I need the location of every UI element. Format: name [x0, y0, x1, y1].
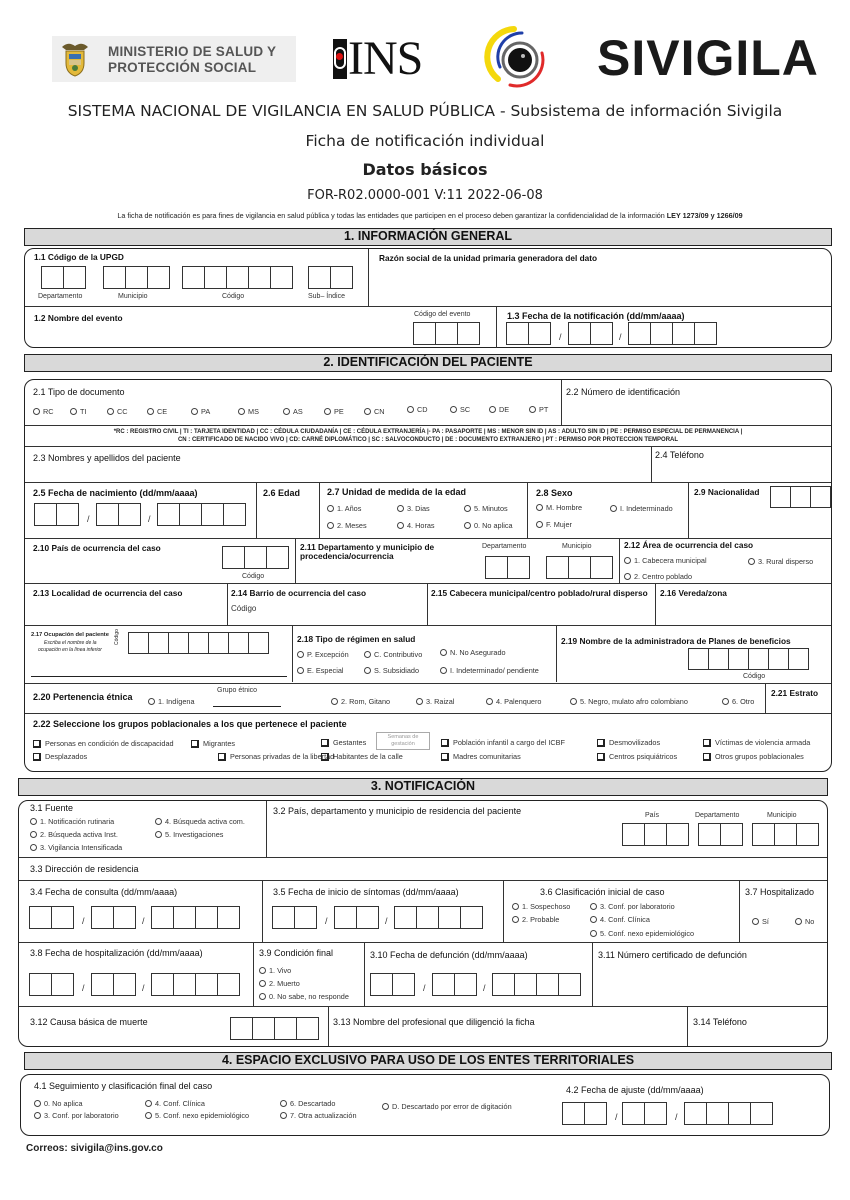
fecha-ajuste-dd[interactable] — [562, 1102, 607, 1125]
etnia-rom[interactable]: 2. Rom, Gitano — [331, 697, 390, 706]
fecha-notificacion-mm[interactable] — [568, 322, 613, 345]
certificado-label: 3.11 Número certificado de defunción — [598, 950, 747, 960]
sexo-indeterminado[interactable]: I. Indeterminado — [610, 504, 673, 513]
residencia-mpio-label: Municipio — [767, 812, 797, 819]
fecha-consulta-dd[interactable] — [29, 906, 74, 929]
fecha-hosp-mm[interactable] — [91, 973, 136, 996]
fecha-sintomas-dd[interactable] — [272, 906, 317, 929]
etnia-raizal[interactable]: 3. Raizal — [416, 697, 454, 706]
clasif-clinica[interactable]: 4. Conf. Clínica — [590, 915, 650, 924]
grupo-privadas-libertad[interactable]: Personas privadas de la libertad — [218, 752, 334, 761]
fecha-hosp-label: 3.8 Fecha de hospitalización (dd/mm/aaaa) — [30, 948, 203, 958]
unidad-anos[interactable]: 1. Años — [327, 504, 361, 513]
fecha-defuncion-dd[interactable] — [370, 973, 415, 996]
tipo-doc-ms[interactable]: MS — [238, 407, 259, 416]
nacionalidad-cells[interactable] — [770, 486, 831, 508]
etnia-indigena[interactable]: 1. Indígena — [148, 697, 195, 706]
ocupacion-cells[interactable] — [128, 632, 269, 654]
fuente-investigaciones[interactable]: 5. Investigaciones — [155, 830, 223, 839]
telefono-field[interactable] — [655, 463, 825, 479]
fuente-busqueda-inst[interactable]: 2. Búsqueda activa Inst. — [30, 830, 118, 839]
date-slash: / — [82, 916, 85, 926]
mpio-label: Municipio — [562, 543, 592, 550]
edad-field[interactable] — [262, 502, 316, 534]
residencia-mpio-cells[interactable] — [752, 823, 819, 846]
residencia-depto-label: Departamento — [695, 812, 740, 819]
fecha-consulta-label: 3.4 Fecha de consulta (dd/mm/aaaa) — [30, 887, 178, 897]
ins-bar-icon — [333, 39, 347, 79]
nombres-label: 2.3 Nombres y apellidos del paciente — [33, 453, 181, 463]
upgd-subindice-cells[interactable] — [308, 266, 353, 289]
fecha-nac-label: 2.5 Fecha de nacimiento (dd/mm/aaaa) — [33, 488, 198, 498]
grupo-desmovilizados[interactable]: Desmovilizados — [597, 738, 660, 747]
area-rural[interactable]: 3. Rural disperso — [748, 557, 813, 566]
estrato-field[interactable] — [770, 700, 826, 712]
hospitalizado-si[interactable]: Sí — [752, 917, 769, 926]
regimen-excepcion[interactable]: P. Excepción — [297, 650, 349, 659]
fecha-sintomas-label: 3.5 Fecha de inicio de síntomas (dd/mm/aaaa) — [273, 887, 459, 897]
tipo-doc-as[interactable]: AS — [283, 407, 303, 416]
fecha-notificacion-dd[interactable] — [506, 322, 551, 345]
form-title: Ficha de notificación individual — [305, 132, 545, 150]
fecha-ajuste-aaaa[interactable] — [684, 1102, 773, 1125]
regimen-subsidiado[interactable]: S. Subsidiado — [364, 666, 419, 675]
semanas-gestacion-field[interactable]: Semanas de gestación — [376, 732, 430, 750]
grupo-migrantes[interactable]: Migrantes — [191, 739, 235, 748]
fecha-consulta-mm[interactable] — [91, 906, 136, 929]
fecha-sintomas-aaaa[interactable] — [394, 906, 483, 929]
disclaimer — [26, 211, 834, 220]
ministry-line-2: PROTECCIÓN SOCIAL — [108, 60, 257, 75]
grupo-centros-psiquiatricos[interactable]: Centros psiquiátricos — [597, 752, 677, 761]
clasificacion-label: 3.6 Clasificación inicial de caso — [540, 887, 665, 897]
form-code: FOR-R02.0000-001 V:11 2022-06-08 — [307, 188, 543, 203]
fecha-sintomas-mm[interactable] — [334, 906, 379, 929]
estrato-label: 2.21 Estrato — [771, 688, 819, 698]
section-4-header: 4. ESPACIO EXCLUSIVO PARA USO DE LOS ENTES TERRITORIALES — [24, 1052, 832, 1070]
unidad-edad-label: 2.7 Unidad de medida de la edad — [327, 487, 467, 497]
causa-cells[interactable] — [230, 1017, 319, 1040]
edad-label: 2.6 Edad — [263, 488, 301, 498]
tipo-doc-pa[interactable]: PA — [191, 407, 210, 416]
regimen-no-asegurado[interactable]: N. No Asegurado — [440, 648, 506, 657]
grupo-desplazados[interactable]: Desplazados — [33, 752, 87, 761]
seg-descartado[interactable]: 6. Descartado — [280, 1099, 335, 1108]
unidad-dias[interactable]: 3. Dias — [397, 504, 430, 513]
seg-conf-nexo[interactable]: 5. Conf. nexo epidemiológico — [145, 1111, 249, 1120]
grupos-label: 2.22 Seleccione los grupos poblacionales a los que pertenece el paciente — [33, 719, 347, 729]
fecha-defuncion-label: 3.10 Fecha de defunción (dd/mm/aaaa) — [370, 950, 528, 960]
ins-logo-text: INS — [348, 32, 423, 85]
evento-field[interactable] — [34, 326, 404, 344]
tipo-doc-de[interactable]: DE — [489, 405, 509, 414]
date-slash: / — [142, 916, 145, 926]
unidad-meses[interactable]: 2. Meses — [327, 521, 367, 530]
pais-ocurrencia-cells[interactable] — [222, 546, 289, 569]
fecha-nac-aaaa[interactable] — [157, 503, 246, 526]
ministry-line-1: MINISTERIO DE SALUD Y — [108, 44, 277, 59]
condicion-muerto[interactable]: 2. Muerto — [259, 979, 300, 988]
evento-label: 1.2 Nombre del evento — [34, 313, 123, 323]
sivigila-logo-text: SIVIGILA — [597, 30, 819, 86]
telefono-profesional-field[interactable] — [693, 1030, 823, 1044]
certificado-field[interactable] — [598, 965, 823, 1001]
fuente-rutinaria[interactable]: 1. Notificación rutinaria — [30, 817, 114, 826]
grupo-icbf[interactable]: Población infantil a cargo del ICBF — [441, 738, 565, 747]
condicion-vivo[interactable]: 1. Vivo — [259, 966, 291, 975]
barrio-codigo-label: Código — [231, 604, 257, 613]
localidad-field[interactable] — [33, 600, 223, 622]
causa-label: 3.12 Causa básica de muerte — [30, 1017, 148, 1027]
hospitalizado-label: 3.7 Hospitalizado — [745, 887, 815, 897]
upgd-codigo-cells[interactable] — [182, 266, 293, 289]
upgd-municipio-label: Municipio — [118, 293, 148, 300]
upgd-departamento-label: Departamento — [38, 293, 83, 300]
disclaimer-law: LEY 1273/09 y 1266/09 — [666, 211, 743, 220]
pais-ocurrencia-label: 2.10 País de ocurrencia del caso — [33, 543, 161, 553]
eapb-label: 2.19 Nombre de la administradora de Planes de beneficios — [561, 636, 791, 646]
tipo-doc-ti[interactable]: TI — [70, 407, 87, 416]
section-1-header: 1. INFORMACIÓN GENERAL — [24, 228, 832, 246]
residencia-pais-cells[interactable] — [622, 823, 689, 846]
seguimiento-label: 4.1 Seguimiento y clasificación final del caso — [34, 1081, 213, 1091]
footer-correos: Correos: sivigila@ins.gov.co — [26, 1143, 163, 1154]
ocupacion-label: 2.17 Ocupación del paciente — [31, 632, 109, 638]
razon-social-field[interactable] — [372, 266, 827, 302]
tipo-doc-ce[interactable]: CE — [147, 407, 167, 416]
mpio-cells[interactable] — [546, 556, 613, 579]
seg-no-aplica[interactable]: 0. No aplica — [34, 1099, 83, 1108]
fuente-intensificada[interactable]: 3. Vigilancia Intensificada — [30, 843, 122, 852]
tipo-doc-pt[interactable]: PT — [529, 405, 548, 414]
direccion-field[interactable] — [30, 876, 820, 879]
grupo-habitantes-calle[interactable]: Habitantes de la calle — [321, 752, 403, 761]
clasif-sospechoso[interactable]: 1. Sospechoso — [512, 902, 570, 911]
date-slash: / — [148, 514, 151, 524]
grupo-discapacidad[interactable]: Personas en condición de discapacidad — [33, 739, 174, 748]
doc-legend-1: *RC : REGISTRO CIVIL | TI : TARJETA IDENTIDAD | CC : CÉDULA CIUDADANÍA | CE : CÉDULA EXTRANJERÍA |- PA : PASAPORTE | MS : MENOR SIN ID | AS : ADULTO SIN ID | PE : PERMISO ESPECIAL DE PERMANENCIA | — [113, 429, 743, 435]
tipo-doc-cn[interactable]: CN — [364, 407, 385, 416]
sexo-mujer[interactable]: F. Mujer — [536, 520, 572, 529]
clasif-laboratorio[interactable]: 3. Conf. por laboratorio — [590, 902, 675, 911]
grupo-gestantes[interactable]: Gestantes — [321, 738, 366, 747]
sexo-hombre[interactable]: M. Hombre — [536, 503, 582, 512]
cabecera-field[interactable] — [431, 600, 651, 622]
tipo-doc-label: 2.1 Tipo de documento — [33, 387, 125, 397]
eapb-cells[interactable] — [688, 648, 809, 670]
fecha-nac-mm[interactable] — [96, 503, 141, 526]
ocupacion-hint-2: ocupación en la línea inferior — [38, 647, 102, 653]
telefono-profesional-label: 3.14 Teléfono — [693, 1017, 747, 1027]
date-slash: / — [619, 332, 622, 342]
depto-cells[interactable] — [485, 556, 530, 579]
doc-legend-2: CN : CERTIFICADO DE NACIDO VIVO | CD: CARNÉ DIPLOMÁTICO | SC : SALVOCONDUCTO | DE : DOCUMENTO EXTRANJERO | PT : PERMISO POR PROTECCION TEMPORAL — [177, 437, 679, 443]
grupo-madres-comunitarias[interactable]: Madres comunitarias — [441, 752, 521, 761]
grupo-etnico-label: Grupo étnico — [217, 687, 258, 694]
area-centro-poblado[interactable]: 2. Centro poblado — [624, 572, 692, 581]
ocupacion-line[interactable] — [31, 676, 287, 677]
fecha-consulta-aaaa[interactable] — [151, 906, 240, 929]
seg-conf-clinica[interactable]: 4. Conf. Clínica — [145, 1099, 205, 1108]
depto-mpio-label-2: procedencia/ocurrencia — [300, 551, 394, 561]
direccion-label: 3.3 Dirección de residencia — [30, 864, 139, 874]
date-slash: / — [483, 983, 486, 993]
vereda-label: 2.16 Vereda/zona — [660, 588, 727, 598]
fecha-nac-dd[interactable] — [34, 503, 79, 526]
seg-otra-actualizacion[interactable]: 7. Otra actualización — [280, 1111, 357, 1120]
fecha-ajuste-mm[interactable] — [622, 1102, 667, 1125]
regimen-contributivo[interactable]: C. Contributivo — [364, 650, 422, 659]
vereda-field[interactable] — [660, 600, 825, 622]
clasif-nexo[interactable]: 5. Conf. nexo epidemiológico — [590, 929, 694, 938]
fecha-defuncion-aaaa[interactable] — [492, 973, 581, 996]
num-id-label: 2.2 Número de identificación — [566, 387, 681, 397]
fecha-ajuste-label: 4.2 Fecha de ajuste (dd/mm/aaaa) — [566, 1085, 704, 1095]
unidad-horas[interactable]: 4. Horas — [397, 521, 435, 530]
form-subtitle: Datos básicos — [362, 160, 488, 179]
seg-descartado-digitacion[interactable]: D. Descartado por error de digitación — [382, 1102, 512, 1111]
nacionalidad-label: 2.9 Nacionalidad — [694, 487, 760, 497]
regimen-label: 2.18 Tipo de régimen en salud — [297, 634, 416, 644]
depto-mpio-label-1: 2.11 Departamento y municipio de — [300, 542, 435, 552]
fecha-hosp-aaaa[interactable] — [151, 973, 240, 996]
barrio-label: 2.14 Barrio de ocurrencia del caso — [231, 588, 367, 598]
etnia-label: 2.20 Pertenencia étnica — [33, 692, 133, 702]
regimen-indeterminado[interactable]: I. Indeterminado/ pendiente — [440, 666, 539, 675]
cabecera-label: 2.15 Cabecera municipal/centro poblado/rural disperso — [431, 588, 648, 598]
residencia-pais-label: País — [645, 812, 660, 819]
etnia-palenquero[interactable]: 4. Palenquero — [486, 697, 541, 706]
date-slash: / — [142, 983, 145, 993]
codigo-evento-cells[interactable] — [413, 322, 480, 345]
date-slash: / — [423, 983, 426, 993]
date-slash: / — [559, 332, 562, 342]
grupo-victimas[interactable]: Víctimas de violencia armada — [703, 738, 810, 747]
fuente-label: 3.1 Fuente — [30, 803, 74, 813]
area-label: 2.12 Área de ocurrencia del caso — [624, 540, 754, 550]
section-2-header: 2. IDENTIFICACIÓN DEL PACIENTE — [24, 354, 832, 372]
razon-social-label: Razón social de la unidad primaria generadora del dato — [379, 253, 598, 263]
unidad-no-aplica[interactable]: 0. No aplica — [464, 521, 513, 530]
grupo-etnico-line[interactable] — [213, 706, 281, 707]
system-title: SISTEMA NACIONAL DE VIGILANCIA EN SALUD PÚBLICA - Subsistema de información Sivigila — [67, 102, 783, 120]
hospitalizado-no[interactable]: No — [795, 917, 814, 926]
nombres-field[interactable] — [33, 465, 643, 479]
codigo-evento-label: Código del evento — [414, 311, 471, 318]
ocupacion-codigo-label: Código — [114, 629, 120, 645]
tipo-doc-cc[interactable]: CC — [107, 407, 128, 416]
fecha-hosp-dd[interactable] — [29, 973, 74, 996]
tipo-doc-sc[interactable]: SC — [450, 405, 470, 414]
upgd-label: 1.1 Código de la UPGD — [34, 252, 124, 262]
residencia-label: 3.2 País, departamento y municipio de residencia del paciente — [273, 806, 522, 816]
num-id-field[interactable] — [566, 400, 826, 422]
unidad-minutos[interactable]: 5. Minutos — [464, 504, 508, 513]
section-3-header: 3. NOTIFICACIÓN — [18, 778, 828, 796]
area-cabecera[interactable]: 1. Cabecera municipal — [624, 556, 707, 565]
fecha-notificacion-aaaa[interactable] — [628, 322, 717, 345]
eapb-codigo-label: Código — [743, 673, 766, 680]
regimen-especial[interactable]: E. Especial — [297, 666, 344, 675]
etnia-negro[interactable]: 5. Negro, mulato afro colombiano — [570, 697, 688, 706]
date-slash: / — [385, 916, 388, 926]
sivigila-eye-icon — [484, 23, 554, 93]
condicion-label: 3.9 Condición final — [259, 948, 334, 958]
ocupacion-hint-1: Escriba el nombre de la — [44, 640, 97, 646]
upgd-municipio-cells[interactable] — [103, 266, 170, 289]
telefono-label: 2.4 Teléfono — [655, 450, 704, 460]
seg-conf-laboratorio[interactable]: 3. Conf. por laboratorio — [34, 1111, 119, 1120]
date-slash: / — [615, 1112, 618, 1122]
localidad-label: 2.13 Localidad de ocurrencia del caso — [33, 588, 183, 598]
depto-label: Departamento — [482, 543, 527, 550]
residencia-depto-cells[interactable] — [698, 823, 743, 846]
upgd-codigo-label: Código — [222, 293, 245, 300]
date-slash: / — [82, 983, 85, 993]
sexo-label: 2.8 Sexo — [536, 488, 573, 498]
date-slash: / — [325, 916, 328, 926]
coat-of-arms-icon — [58, 41, 92, 77]
condicion-no-sabe[interactable]: 0. No sabe, no responde — [259, 992, 349, 1001]
profesional-field[interactable] — [333, 1030, 683, 1044]
grupo-otros[interactable]: Otros grupos poblacionales — [703, 752, 804, 761]
barrio-field[interactable] — [262, 600, 422, 622]
profesional-label: 3.13 Nombre del profesional que diligenció la ficha — [333, 1017, 535, 1027]
upgd-departamento-cells[interactable] — [41, 266, 86, 289]
ministry-logo — [52, 36, 296, 82]
tipo-doc-rc[interactable]: RC — [33, 407, 54, 416]
fecha-notificacion-label: 1.3 Fecha de la notificación (dd/mm/aaaa) — [507, 311, 685, 321]
etnia-otro[interactable]: 6. Otro — [722, 697, 754, 706]
pais-ocurrencia-codigo: Código — [242, 573, 265, 580]
date-slash: / — [675, 1112, 678, 1122]
tipo-doc-pe[interactable]: PE — [324, 407, 344, 416]
tipo-doc-cd[interactable]: CD — [407, 405, 428, 414]
disclaimer-text: La ficha de notificación es para fines de vigilancia en salud pública y todas las entidades que participen en el proceso deben garantizar la confidencialidad de la información — [117, 211, 665, 220]
date-slash: / — [87, 514, 90, 524]
fuente-busqueda-com[interactable]: 4. Búsqueda activa com. — [155, 817, 245, 826]
clasif-probable[interactable]: 2. Probable — [512, 915, 559, 924]
upgd-subindice-label: Sub– Índice — [308, 293, 345, 300]
fecha-defuncion-mm[interactable] — [432, 973, 477, 996]
